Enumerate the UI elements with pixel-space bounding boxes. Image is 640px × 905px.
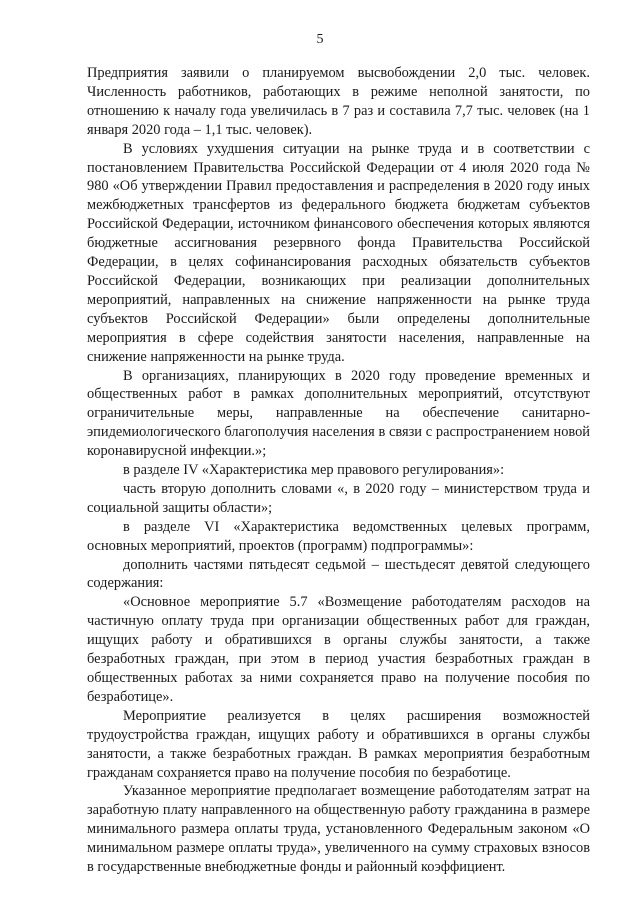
page-number: 5 — [316, 32, 324, 47]
paragraph-measure-compensation: Указанное мероприятие предполагает возмещение работодателям затрат на заработную плату направленного на общественную работу гражданина в размере минимального размера оплаты труда, установленного Федеральным законом «О минимальном размере оплаты труда», увеличенного на сумму страховых взносов в государственные внебюджетные фонды и районный коэффициент. — [87, 783, 590, 876]
paragraph-release-of-workers: Предприятия заявили о планируемом высвобождении 2,0 тыс. человек. Численность работников, работающих в режиме неполной занятости, по отношению к началу года увеличилась в 7 раз и составила 7,7 тыс. человек (на 1 января 2020 года – 1,1 тыс. человек). — [87, 65, 590, 138]
paragraph-labor-market-conditions: В условиях ухудшения ситуации на рынке труда и в соответствии с постановлением Правительства Российской Федерации от 4 июля 2020 года № 980 «Об утверждении Правил предоставления и распределения в 2020 году иных межбюджетных трансфертов из федерального бюджета бюджетам субъектов Российской Федерации, источником финансового обеспечения которых являются бюджетные ассигнования резервного фонда Правительства Российской Федерации, в целях софинансирования расходных обязательств субъектов Российской Федерации, возникающих при реализации дополнительных мероприятий, направленных на снижение напряженности на рынке труда субъектов Российской Федерации» были определены дополнительные мероприятия в сфере содействия занятости населения, направленные на снижение напряженности на рынке труда. — [87, 140, 590, 365]
paragraph-section-iv: в разделе IV «Характеристика мер правового регулирования»: — [123, 462, 505, 479]
paragraph-section-vi: в разделе VI «Характеристика ведомственных целевых программ, основных мероприятий, проектов (программ) подпрограммы»: — [87, 518, 590, 554]
paragraph-part-two-amendment: часть вторую дополнить словами «, в 2020 году – министерством труда и социальной защиты области»; — [87, 480, 590, 516]
paragraph-measure-purpose: Мероприятие реализуется в целях расширения возможностей трудоустройства граждан, ищущих работу и обратившихся в органы службы занятости, а также безработных граждан. В рамках мероприятия безработным гражданам сохраняется право на получение пособия по безработице. — [87, 707, 590, 781]
document-body — [87, 64, 590, 877]
paragraph-temporary-public-works: В организациях, планирующих в 2020 году проведение временных и общественных работ в рамках дополнительных мероприятий, отсутствуют ограничительные меры, направленные на обеспечение санитарно-эпидемиологического благополучия населения в связи с распространением новой коронавирусной инфекции.»; — [87, 367, 590, 460]
paragraph-add-parts: дополнить частями пятьдесят седьмой – шестьдесят девятой следующего содержания: — [87, 556, 590, 592]
paragraph-main-measure-5-7: «Основное мероприятие 5.7 «Возмещение работодателям расходов на частичную оплату труда при организации общественных работ для граждан, ищущих работу и обратившихся в органы службы занятости, а также безработных граждан, при этом в период участия безработных граждан в общественных работах за ними сохраняется право на получение пособия по безработице». — [87, 594, 590, 705]
